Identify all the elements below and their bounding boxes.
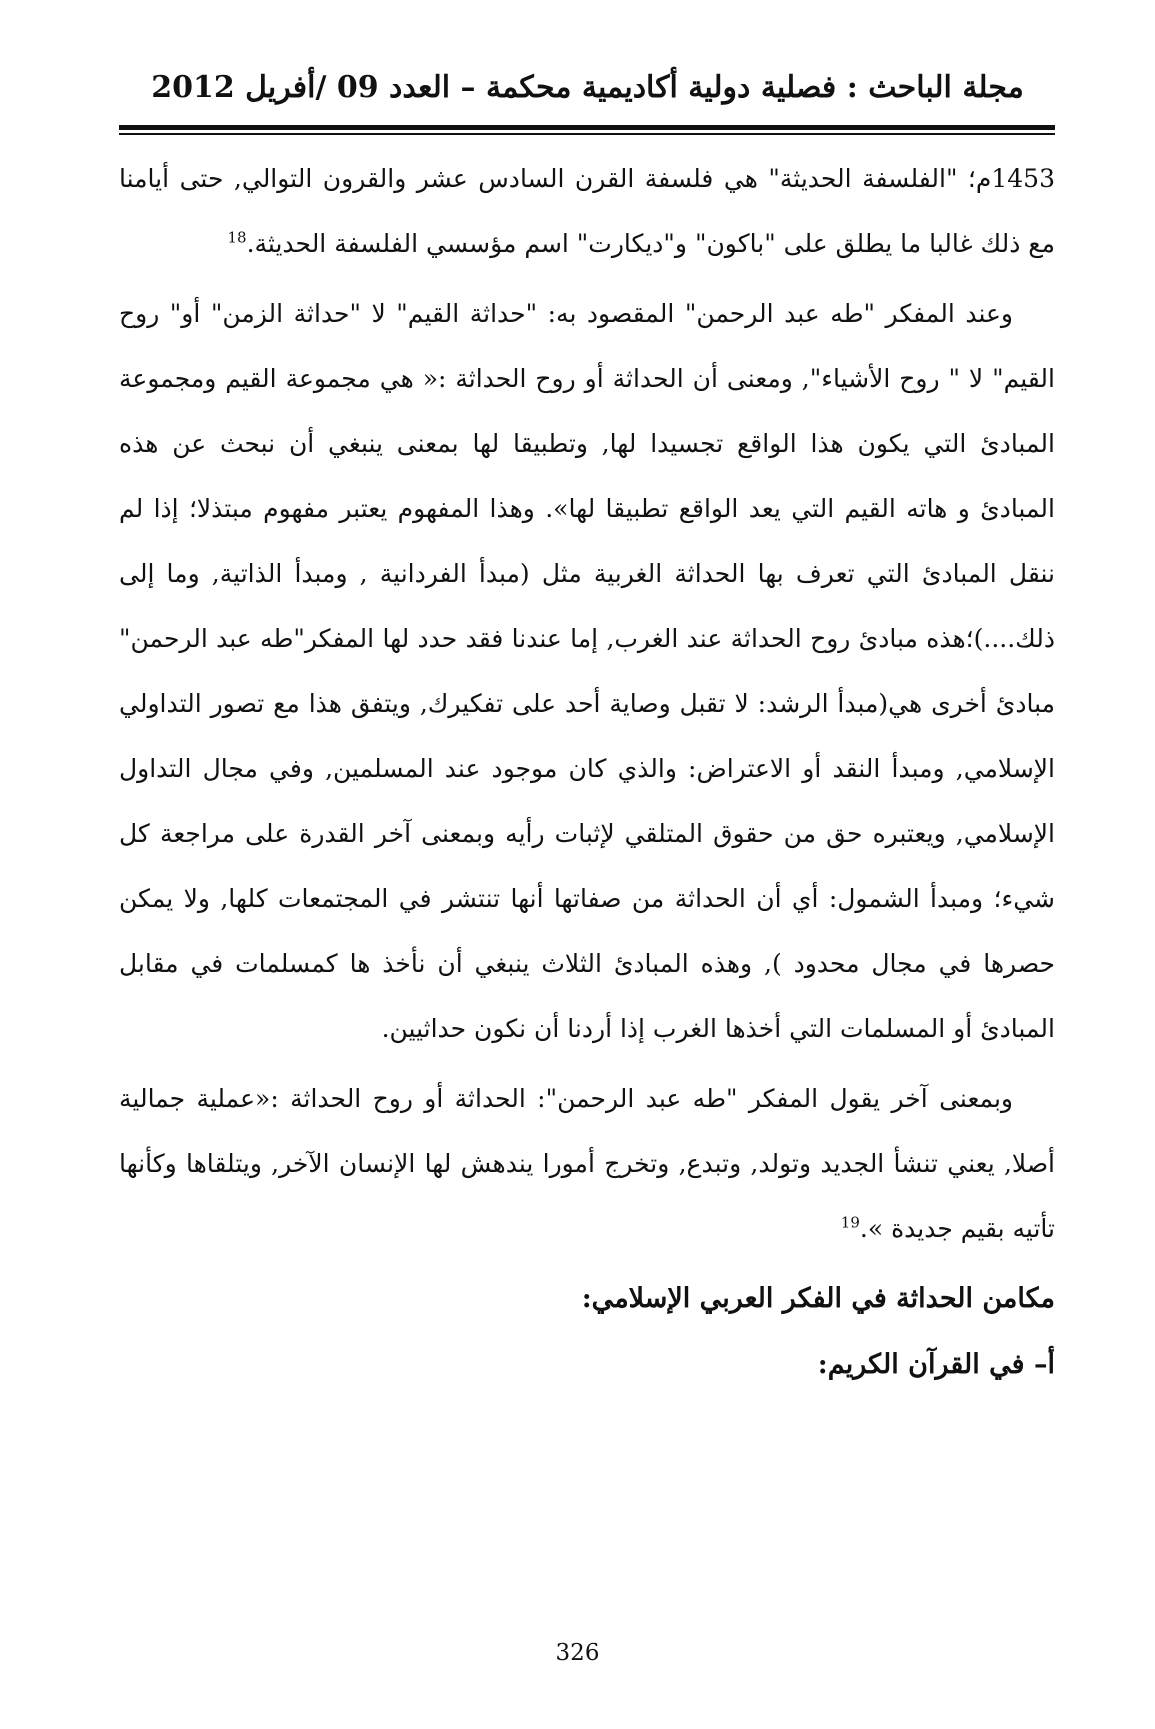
paragraph-3 <box>119 1066 1055 1261</box>
paragraph-1 <box>119 146 1055 276</box>
article-body <box>119 146 1055 1398</box>
paragraph-2-text: وعند المفكر "طه عبد الرحمن" المقصود به: "حداثة القيم" لا "حداثة الزمن" أو" روح القيم" لا " روح الأشياء", ومعنى أن الحداثة أو روح الحداثة :« هي مجموعة القيم ومجموعة المبادئ التي يكون هذا الواقع تجسيدا لها, وتطبيقا لها بمعنى ينبغي أن نبحث عن هذه المبادئ و هاته القيم التي يعد الواقع تطبيقا لها». وهذا المفهوم يعتبر مفهوم مبتذلا؛ إذا لم ننقل المبادئ التي تعرف بها الحداثة الغربية مثل (مبدأ الفردانية , ومبدأ الذاتية, وما إلى ذلك....)؛هذه مبادئ روح الحداثة عند الغرب, إما عندنا فقد حدد لها المفكر"طه عبد الرحمن" مبادئ أخرى هي(مبدأ الرشد: لا تقبل وصاية أحد على تفكيرك, ويتفق هذا مع تصور التداولي الإسلامي, ومبدأ النقد أو الاعتراض: والذي كان موجود عند المسلمين, وفي مجال التداول الإسلامي, ويعتبره حق من حقوق المتلقي لإثبات رأيه وبمعنى آخر القدرة على مراجعة كل شيء؛ ومبدأ الشمول: أي أن الحداثة من صفاتها أنها تنتشر في المجتمعات كلها, ولا يمكن حصرها في مجال محدود ), وهذه المبادئ الثلاث ينبغي أن نأخذ ها كمسلمات في مقابل المبادئ أو المسلمات التي أخذها الغرب إذا أردنا أن نكون حداثيين. <box>119 299 1055 1043</box>
page-number: 326 <box>555 1640 600 1666</box>
running-header: مجلة الباحث : فصلية دولية أكاديمية محكمة – العدد 09 /أفريل 2012 <box>151 70 1024 105</box>
header-rule-thin <box>119 133 1055 135</box>
section-heading: مكامن الحداثة في الفكر العربي الإسلامي: <box>581 1283 1055 1314</box>
paragraph-3-text: وبمعنى آخر يقول المفكر "طه عبد الرحمن": الحداثة أو روح الحداثة :«عملية جمالية أصلا, يعني تنشأ الجديد وتولد, وتبدع, وتخرج أمورا يندهش لها الإنسان الآخر, ويتلقاها وكأنها تأتيه بقيم جديدة ». <box>119 1084 1055 1243</box>
paragraph-2 <box>119 281 1055 1061</box>
header-rule-thick <box>119 125 1055 130</box>
subsection-heading: أ– في القرآن الكريم: <box>817 1349 1055 1380</box>
footnote-ref-19: 19 <box>840 1213 860 1232</box>
footnote-ref-18: 18 <box>227 228 247 247</box>
paragraph-1-text: 1453م؛ "الفلسفة الحديثة" هي فلسفة القرن السادس عشر والقرون التوالي, حتى أيامنا مع ذلك غالبا ما يطلق على "باكون" و"ديكارت" اسم مؤسسي الفلسفة الحديثة. <box>119 164 1055 258</box>
